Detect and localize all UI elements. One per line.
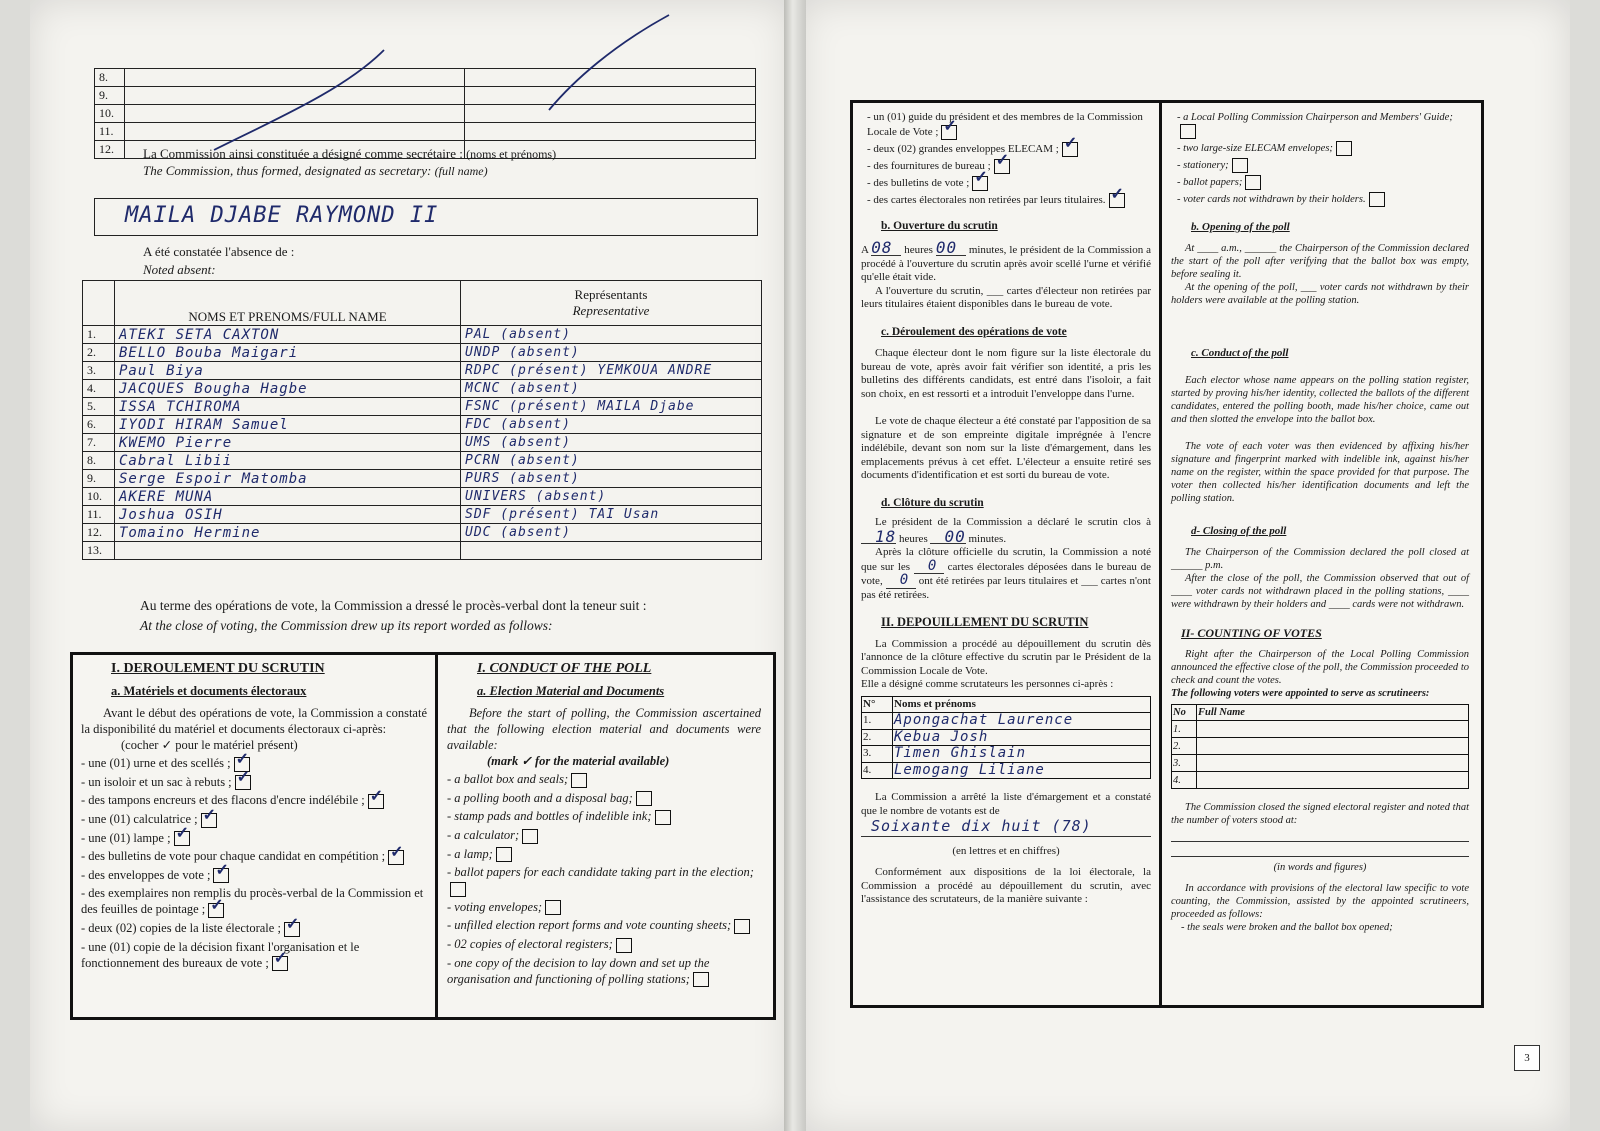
material-item: - une (01) urne et des scellés ;✓	[81, 755, 427, 772]
table-row	[83, 434, 762, 452]
material-checkbox[interactable]	[450, 882, 466, 897]
table-row	[83, 542, 762, 560]
absent-name[interactable]: Cabral Libii	[115, 452, 461, 470]
row-number: 8.	[83, 452, 115, 470]
material-item: - deux (02) copies de la liste électorale ;✓	[81, 920, 427, 937]
scrutineers-table-fr: N° Noms et prénoms 1. Apongachat Laurence 2. Kebua Josh 3. Timen Ghislain 4. Lemogang Liliane	[861, 696, 1151, 780]
material-item: - des fournitures de bureau ;✓	[867, 159, 1151, 174]
row-number: 12.	[95, 141, 125, 159]
material-item: - des cartes électorales non retirées par leurs titulaires.✓	[867, 193, 1151, 208]
material-item: - des exemplaires non remplis du procès-verbal de la Commission et des feuilles de pointage ;✓	[81, 885, 427, 918]
absent-representative[interactable]	[461, 542, 762, 560]
material-checkbox[interactable]	[368, 794, 384, 809]
close-text-en: At the close of voting, the Commission drew up its report worded as follows:	[140, 618, 553, 633]
material-item: - a ballot box and seals;	[447, 771, 761, 788]
material-checkbox[interactable]	[994, 159, 1010, 174]
material-checkbox[interactable]	[941, 125, 957, 140]
material-item: - 02 copies of electoral registers;	[447, 936, 761, 953]
absent-table-header	[83, 281, 762, 326]
material-checkbox[interactable]	[693, 972, 709, 987]
material-item: - stamp pads and bottles of indelible ink;	[447, 808, 761, 825]
closing-hours[interactable]: 18	[861, 530, 896, 545]
material-item: - un (01) guide du président et des membres de la Commission Locale de Vote ;✓	[867, 111, 1151, 140]
section-heading-fr: I. DEROULEMENT DU SCRUTIN	[111, 661, 325, 676]
row-number: 13.	[83, 542, 115, 560]
absent-representative[interactable]: PURS (absent)	[461, 470, 762, 488]
book-gutter	[784, 0, 806, 1131]
scrutineer-name[interactable]	[1197, 738, 1469, 755]
table-row: 2.	[1172, 738, 1469, 755]
table-row: 4.	[1172, 772, 1469, 789]
voters-line-en-1[interactable]	[1171, 827, 1469, 842]
subsection-a-fr: a. Matériels et documents électoraux	[111, 684, 307, 698]
material-checkbox[interactable]	[1369, 192, 1385, 207]
scrutineers-label-en: The following voters were appointed to serve as scrutineers:	[1171, 688, 1430, 699]
right-fr-column	[853, 103, 1159, 1005]
row-number: 11.	[95, 123, 125, 141]
subsection-d-fr: d. Clôture du scrutin	[881, 496, 984, 509]
subsection-b-en: b. Opening of the poll	[1191, 221, 1290, 233]
material-checkbox[interactable]	[1062, 142, 1078, 157]
row-number: 9.	[83, 470, 115, 488]
material-item: - a polling booth and a disposal bag;	[447, 790, 761, 807]
conduct-text-en-1: Each elector whose name appears on the polling station register, started by proving his/her identity, collected the ballots of the different candidates, entered the polling booth, made his/her choice, came out and then slotted the envelope into the ballot box.	[1171, 375, 1469, 425]
right-en-column	[1163, 103, 1477, 1005]
absent-name[interactable]: Paul Biya	[115, 362, 461, 380]
note-fr: (cocher ✓ pour le matériel présent)	[121, 738, 298, 752]
material-item: - une (01) copie de la décision fixant l'organisation et le fonctionnement des bureaux de vote ;✓	[81, 939, 427, 972]
subsection-c-fr: c. Déroulement des opérations de vote	[881, 325, 1067, 338]
absent-representative[interactable]: SDF (présent) TAI Usan	[461, 506, 762, 524]
table-row	[83, 362, 762, 380]
section-ii-heading-en: II- COUNTING OF VOTES	[1181, 626, 1322, 640]
voters-text-en: The Commission closed the signed electoral register and noted that the number of voters stood at:	[1171, 802, 1469, 826]
table-row	[83, 326, 762, 344]
material-list-en	[447, 771, 761, 987]
strike-through-marks	[94, 10, 756, 160]
subsection-d-en: d- Closing of the poll	[1191, 525, 1287, 537]
cards-deposited[interactable]: 0	[914, 560, 944, 575]
counting-text-en: Right after the Chairperson of the Local Polling Commission announced the effective close of the poll, the Commission proceeded to check and count the votes.	[1171, 649, 1469, 686]
table-row	[83, 488, 762, 506]
table-row: 3.	[1172, 755, 1469, 772]
material-checkbox[interactable]	[174, 831, 190, 846]
material-list-fr	[81, 755, 427, 971]
scrutineer-name[interactable]: Lemogang Liliane	[893, 762, 1151, 779]
secretary-field[interactable]	[94, 198, 758, 236]
scrutineer-name[interactable]: Apongachat Laurence	[893, 713, 1151, 730]
opening-minutes[interactable]: 00	[936, 241, 966, 256]
row-number: 11.	[83, 506, 115, 524]
section-heading-en: I. CONDUCT OF THE POLL	[477, 661, 652, 676]
opening-cards-en: At the opening of the poll, ___ voter cards not withdrawn by their holders were available at the polling station.	[1171, 282, 1469, 306]
absent-representative[interactable]: MCNC (absent)	[461, 380, 762, 398]
table-row: 1. Apongachat Laurence	[862, 713, 1151, 730]
opening-hours[interactable]: 08	[871, 241, 901, 256]
row-number: 10.	[95, 105, 125, 123]
column-divider	[1159, 103, 1162, 1005]
material-item: - un isoloir et un sac à rebuts ;✓	[81, 774, 427, 791]
material-checkbox[interactable]	[522, 829, 538, 844]
absent-representative[interactable]: UNDP (absent)	[461, 344, 762, 362]
material-list-en-continued	[1177, 111, 1469, 207]
row-number: 12.	[83, 524, 115, 542]
conduct-en-column	[439, 655, 769, 1017]
conduct-text-fr-1: Chaque électeur dont le nom figure sur la liste électorale du bureau de vote, après avoir fait vérifier son identité, a pris les bulletins des différents candidats, est entré dans l'isoloir, a fait son choix, en est ressorti et a introduit l'enveloppe dans l'urne.	[861, 347, 1151, 400]
absent-representative[interactable]: FDC (absent)	[461, 416, 762, 434]
material-checkbox[interactable]	[636, 791, 652, 806]
table-row: 2. Kebua Josh	[862, 729, 1151, 746]
absent-representative[interactable]: FSNC (présent) MAILA Djabe	[461, 398, 762, 416]
material-checkbox[interactable]	[655, 810, 671, 825]
material-checkbox[interactable]	[213, 868, 229, 883]
table-row	[83, 398, 762, 416]
subsection-c-en: c. Conduct of the poll	[1191, 347, 1289, 359]
intro-en: Before the start of polling, the Commission ascertained that the following election material and documents were available:	[447, 706, 761, 752]
row-number: 10.	[83, 488, 115, 506]
table-row: 1.	[1172, 721, 1469, 738]
table-row	[83, 524, 762, 542]
absent-table	[82, 280, 762, 560]
material-checkbox[interactable]	[284, 922, 300, 937]
voters-count-value[interactable]: Soixante dix huit (78)	[861, 818, 1151, 837]
absent-name[interactable]: BELLO Bouba Maigari	[115, 344, 461, 362]
table-row	[83, 380, 762, 398]
table-row	[83, 452, 762, 470]
row-number: 1.	[83, 326, 115, 344]
opening-text-fr: A 08 heures 00 minutes, le président de la Commission a procédé à l'ouverture du scrutin après avoir scellé l'urne et vérifié qu'elle était vide.	[861, 238, 1152, 283]
intro-fr: Avant le début des opérations de vote, la Commission a constaté la disponibilité du matériel et documents électoraux ci-après:	[81, 706, 427, 736]
absent-name[interactable]: Joshua OSIH	[115, 506, 461, 524]
material-checkbox[interactable]	[272, 956, 288, 971]
section-ii-heading-fr: II. DEPOUILLEMENT DU SCRUTIN	[881, 615, 1089, 629]
absent-name[interactable]: ISSA TCHIROMA	[115, 398, 461, 416]
right-panel	[850, 100, 1484, 1008]
scrutineer-name[interactable]: Kebua Josh	[893, 729, 1151, 746]
absent-name[interactable]: ATEKI SETA CAXTON	[115, 326, 461, 344]
material-item: - one copy of the decision to lay down and set up the organisation and functioning of polling stations;	[447, 955, 710, 986]
table-row: 3. Timen Ghislain	[862, 746, 1151, 763]
material-item: - stationery;	[1177, 158, 1469, 173]
absent-representative[interactable]: UNIVERS (absent)	[461, 488, 762, 506]
row-number: 3.	[83, 362, 115, 380]
material-item: - des tampons encreurs et des flacons d'encre indélébile ;✓	[81, 792, 427, 809]
material-item: - ballot papers for each candidate taking part in the election;	[447, 864, 761, 897]
final-text-fr: Conformément aux dispositions de la loi électorale, la Commission a procédé au dépouillement du scrutin, avec l'assistance des scrutateurs, de la manière suivante :	[861, 866, 1151, 905]
material-item: - unfilled election report forms and vote counting sheets;	[447, 917, 761, 934]
absent-label-fr: A été constatée l'absence de :	[143, 244, 295, 259]
closing-text-fr: Le président de la Commission a déclaré le scrutin clos à 18 heures 00 minutes.	[861, 516, 1151, 546]
voters-line-en-2[interactable]	[1171, 842, 1469, 857]
table-row	[83, 506, 762, 524]
scrutineer-name[interactable]: Timen Ghislain	[893, 746, 1151, 763]
opening-cards-fr: A l'ouverture du scrutin, ___ cartes d'électeur non retirées par leurs titulaires étaient disponibles dans le bureau de vote.	[861, 284, 1151, 310]
col-names-header: NOMS ET PRENOMS/FULL NAME	[115, 281, 461, 326]
material-checkbox[interactable]	[1336, 141, 1352, 156]
subsection-b-fr: b. Ouverture du scrutin	[881, 219, 998, 232]
material-item: - a lamp;	[447, 846, 761, 863]
secretary-value: MAILA DJABE RAYMOND II	[125, 203, 439, 228]
voters-text-fr: La Commission a arrêté la liste d'émargement et a constaté que le nombre de votants est de	[861, 791, 1151, 817]
conduct-fr-column	[73, 655, 435, 1017]
cards-withdrawn[interactable]: 0	[886, 574, 916, 589]
closing-cards-en: After the close of the poll, the Commission observed that out of ____ voter cards not withdrawn placed in the polling stations, ____ were withdrawn by their holders and ____ cards were not withdrawn.	[1171, 573, 1469, 610]
material-checkbox[interactable]	[1232, 158, 1248, 173]
row-number: 4.	[83, 380, 115, 398]
material-item: - ballot papers;	[1177, 175, 1469, 190]
scrutineer-name[interactable]	[1197, 721, 1469, 738]
closing-cards-fr: Après la clôture officielle du scrutin, la Commission a noté que sur les 0 cartes électorales déposées dans le bureau de vote, 0 ont été retirées par leurs titulaires et ___ cartes n'ont pas été retirées.	[861, 546, 1151, 601]
material-item: - des bulletins de vote pour chaque candidat en compétition ;✓	[81, 848, 427, 865]
absent-name[interactable]: AKERE MUNA	[115, 488, 461, 506]
table-row	[83, 344, 762, 362]
material-item: - une (01) lampe ;✓	[81, 830, 427, 847]
material-checkbox[interactable]	[734, 919, 750, 934]
material-item: - des bulletins de vote ;✓	[867, 176, 1151, 191]
absent-name[interactable]: Serge Espoir Matomba	[115, 470, 461, 488]
material-item: - a Local Polling Commission Chairperson and Members' Guide;	[1177, 111, 1469, 139]
counting-text-fr: La Commission a procédé au dépouillement du scrutin dès l'annonce de la clôture effective du scrutin par le Président de la Commission Locale de Vote.	[861, 637, 1151, 677]
material-checkbox[interactable]	[208, 903, 224, 918]
material-item: - voting envelopes;	[447, 899, 761, 916]
material-checkbox[interactable]	[545, 900, 561, 915]
voters-hint-en: (in words and figures)	[1273, 862, 1367, 873]
table-row	[83, 416, 762, 434]
subsection-a-en: a. Election Material and Documents	[477, 684, 665, 698]
row-number: 7.	[83, 434, 115, 452]
row-number: 9.	[95, 87, 125, 105]
table-row: 4. Lemogang Liliane	[862, 762, 1151, 779]
material-item: - voter cards not withdrawn by their holders.	[1177, 192, 1469, 207]
material-checkbox[interactable]	[616, 938, 632, 953]
absent-name[interactable]	[115, 542, 461, 560]
final-text-en: In accordance with provisions of the electoral law specific to vote counting, the Commission, assisted by the appointed scrutineers, proceeded as follows:	[1171, 883, 1469, 920]
column-divider	[435, 655, 438, 1017]
conduct-text-en-2: The vote of each voter was then evidenced by affixing his/her signature and fingerprint marked with indelible ink, against his/her name on the register, within the space provided for that purpose. The voter then collected his/her identification documents and left the polling station.	[1171, 441, 1469, 504]
material-item: - deux (02) grandes enveloppes ELECAM ;✓	[867, 142, 1151, 157]
conduct-panel	[70, 652, 776, 1020]
row-number: 8.	[95, 69, 125, 87]
col-rep-header: Représentants Representative	[461, 281, 762, 326]
material-checkbox[interactable]	[972, 176, 988, 191]
absent-name[interactable]: JACQUES Bougha Hagbe	[115, 380, 461, 398]
material-checkbox[interactable]	[1245, 175, 1261, 190]
closing-text-en: The Chairperson of the Commission declared the poll closed at ______ p.m.	[1171, 547, 1469, 571]
opening-text-en: At ____ a.m., ______ the Chairperson of the Commission declared the start of the poll after verifying that the ballot box was empty, before sealing it.	[1171, 243, 1469, 280]
material-checkbox[interactable]	[388, 850, 404, 865]
close-text-fr: Au terme des opérations de vote, la Commission a dressé le procès-verbal dont la teneur suit :	[140, 598, 647, 613]
material-checkbox[interactable]	[235, 775, 251, 790]
absent-representative[interactable]: PCRN (absent)	[461, 452, 762, 470]
material-item: - une (01) calculatrice ;✓	[81, 811, 427, 828]
table-row	[83, 470, 762, 488]
scrutineers-label-fr: Elle a désigné comme scrutateurs les personnes ci-après :	[861, 678, 1114, 690]
material-list-fr-continued	[867, 111, 1151, 208]
page-number: 3	[1514, 1045, 1540, 1071]
material-item: - des enveloppes de vote ;✓	[81, 867, 427, 884]
absent-representative[interactable]: PAL (absent)	[461, 326, 762, 344]
row-number: 2.	[83, 344, 115, 362]
material-checkbox[interactable]	[496, 847, 512, 862]
material-checkbox[interactable]	[571, 773, 587, 788]
absent-name[interactable]: Tomaino Hermine	[115, 524, 461, 542]
absent-representative[interactable]: UDC (absent)	[461, 524, 762, 542]
scrutineer-name[interactable]	[1197, 755, 1469, 772]
note-en: (mark ✓ for the material available)	[487, 754, 670, 768]
material-checkbox[interactable]	[201, 813, 217, 828]
voters-hint-fr: (en lettres et en chiffres)	[952, 844, 1060, 857]
absent-representative[interactable]: UMS (absent)	[461, 434, 762, 452]
material-item: - two large-size ELECAM envelopes;	[1177, 141, 1469, 156]
absent-name[interactable]: KWEMO Pierre	[115, 434, 461, 452]
material-item: - a calculator;	[447, 827, 761, 844]
scrutineers-table-en: No Full Name 1. 2. 3. 4.	[1171, 704, 1469, 789]
secretary-label-en: The Commission, thus formed, designated as secretary: (full name)	[143, 163, 488, 178]
absent-representative[interactable]: RDPC (présent) YEMKOUA ANDRE	[461, 362, 762, 380]
row-number: 6.	[83, 416, 115, 434]
closing-minutes[interactable]: 00	[930, 530, 965, 545]
scrutineer-name[interactable]	[1197, 772, 1469, 789]
conduct-text-fr-2: Le vote de chaque électeur a été constaté par l'apposition de sa signature et de son empreinte digitale imprégnée à l'encre indélébile, devant son nom sur la liste d'émargement, dans les emplacements prévus à cet effet. L'électeur a ensuite retiré ses documents d'identification et est sorti du bureau de vote.	[861, 415, 1151, 481]
absent-name[interactable]: IYODI HIRAM Samuel	[115, 416, 461, 434]
material-checkbox[interactable]	[1109, 193, 1125, 208]
final-item-en: - the seals were broken and the ballot box opened;	[1181, 922, 1393, 933]
row-number: 5.	[83, 398, 115, 416]
secretary-label-fr: La Commission ainsi constituée a désigné comme secrétaire : (noms et prénoms)	[143, 146, 557, 161]
material-checkbox[interactable]	[1180, 124, 1196, 139]
absent-label-en: Noted absent:	[143, 262, 216, 277]
